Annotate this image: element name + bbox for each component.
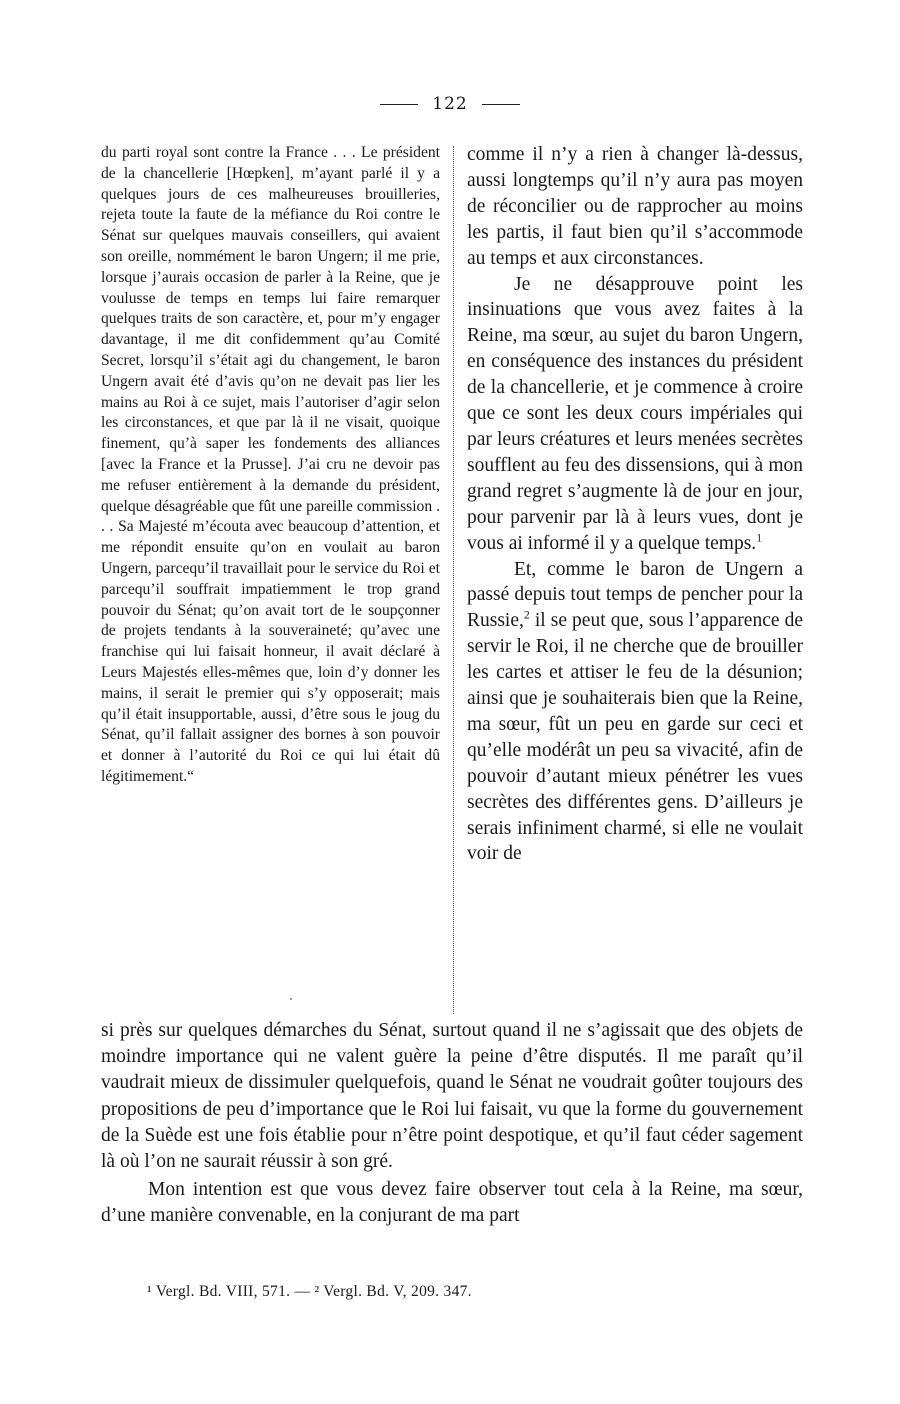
- left-column-paragraph: du parti royal sont contre la France . . . Le président de la chancellerie [Hœpken], m’ayant parlé il y a quelques jours de ces malheureuses brouilleries, rejeta toute la faute de la méfiance du Roi contre le Sénat sur quelques mauvais conseillers, qui avaient son oreille, nommément le baron Ungern; il me prie, lorsque j’aurais occasion de parler à la Reine, que je voulusse de temps en temps lui faire remarquer quelques traits de son caractère, et, pour m’y engager davantage, il me dit confidemment qu’au Comité Secret, lorsqu’il s’était agi du changement, le baron Ungern avait été d’avis qu’on ne devait pas lier les mains au Roi à ce sujet, mais l’autoriser d’agir selon les circonstances, et que par là il ne visait, quoique finement, qu’à saper les fondements des alliances [avec la France et la Prusse]. J’ai cru ne devoir pas me refuser entièrement à la demande du président, quelque désagréable que fût une pareille commission . . . Sa Majesté m’écouta avec beaucoup d’attention, et me répondit ensuite qu’on en voulait au baron Ungern, parcequ’il travaillait pour le service du Roi et parcequ’il souffrait impatiemment le trop grand pouvoir du Sénat; qu’on avait tort de le soupçonner de projets tendants à la souveraineté; qu’avec une franchise qui lui faisait honneur, il avait déclaré à Leurs Majestés elles-mêmes que, loin d’y donner les mains, il serait le premier qui s’y opposerait; mais qu’il était insupportable, aussi, d’être sous le joug du Sénat, qu’il fallait assigner des bornes à son pouvoir et donner à l’autorité du Roi ce qui lui était dû légitimement.“: [101, 144, 440, 785]
- footnotes: ¹ Vergl. Bd. VIII, 571. — ² Vergl. Bd. V, 209. 347.: [147, 1283, 472, 1300]
- right-paragraph-2-text: Je ne désapprouve point les insinuations que vous avez faites à la Reine, ma sœur, au sujet du baron Ungern, en conséquence des instances du président de la chancellerie, et je commence à croire que ce sont les deux cours impériales qui par leurs créatures et leurs menées secrètes soufflent au feu des dissensions, qui à mon grand regret s’augmente là de jour en jour, pour parvenir par là à leurs vues, dont je vous ai informé il y a quelque temps.: [467, 273, 803, 554]
- full-paragraph-1: si près sur quelques démarches du Sénat, surtout quand il ne s’agissait que des objets de moindre importance qui ne valent guère la peine d’être disputés. Il me paraît qu’il vaudrait mieux de dissimuler quelquefois, quand le Sénat ne voudrait goûter toujours des propositions de peu d’importance que le Roi lui faisait, vu que la forme du gouvernement de la Suède est une fois établie pour n’être point despotique, et qu’il faut céder sagement là où l’on ne saurait réussir à son gré.: [101, 1020, 803, 1173]
- full-width-text: [101, 1018, 803, 1230]
- header-rule-right: [482, 104, 520, 105]
- left-column-quote: [101, 143, 440, 788]
- right-paragraph-1: comme il n’y a rien à changer là-dessus, aussi longtemps qu’il n’y aura pas moyen de réconcilier ou de rapprocher au moins les partis, il faut bien qu’il s’accommode au temps et aux circonstances.: [467, 144, 803, 269]
- right-paragraph-3-text-a: Et, comme le baron de Ungern a passé depuis tout temps de pencher pour la Russie,: [467, 558, 803, 632]
- scan-speck: [290, 998, 292, 1000]
- footnote-ref-2: 2: [523, 608, 530, 622]
- full-paragraph-2: Mon intention est que vous devez faire observer tout cela à la Reine, ma sœur, d’une manière convenable, en la conjurant de ma part: [101, 1179, 803, 1227]
- page-number: 122: [432, 94, 468, 114]
- footnote-ref-1: 1: [756, 531, 763, 545]
- right-paragraph-3-text-b: il se peut que, sous l’apparence de servir le Roi, il ne cherche que de brouiller les cartes et attiser le feu de la désunion; ainsi que je souhaiterais bien que la Reine, ma sœur, fût un peu en garde sur ceci et qu’elle modérât un peu sa vivacité, afin de pouvoir d’autant mieux pénétrer les vues secrètes des différentes gens. D’ailleurs je serais infiniment charmé, si elle ne voulait voir de: [467, 610, 803, 865]
- right-paragraph-3: [467, 557, 803, 868]
- column-divider: [453, 146, 454, 1014]
- page-header: [0, 94, 900, 114]
- header-rule-left: [380, 104, 418, 105]
- right-column: [467, 142, 803, 867]
- right-paragraph-2: [467, 272, 803, 557]
